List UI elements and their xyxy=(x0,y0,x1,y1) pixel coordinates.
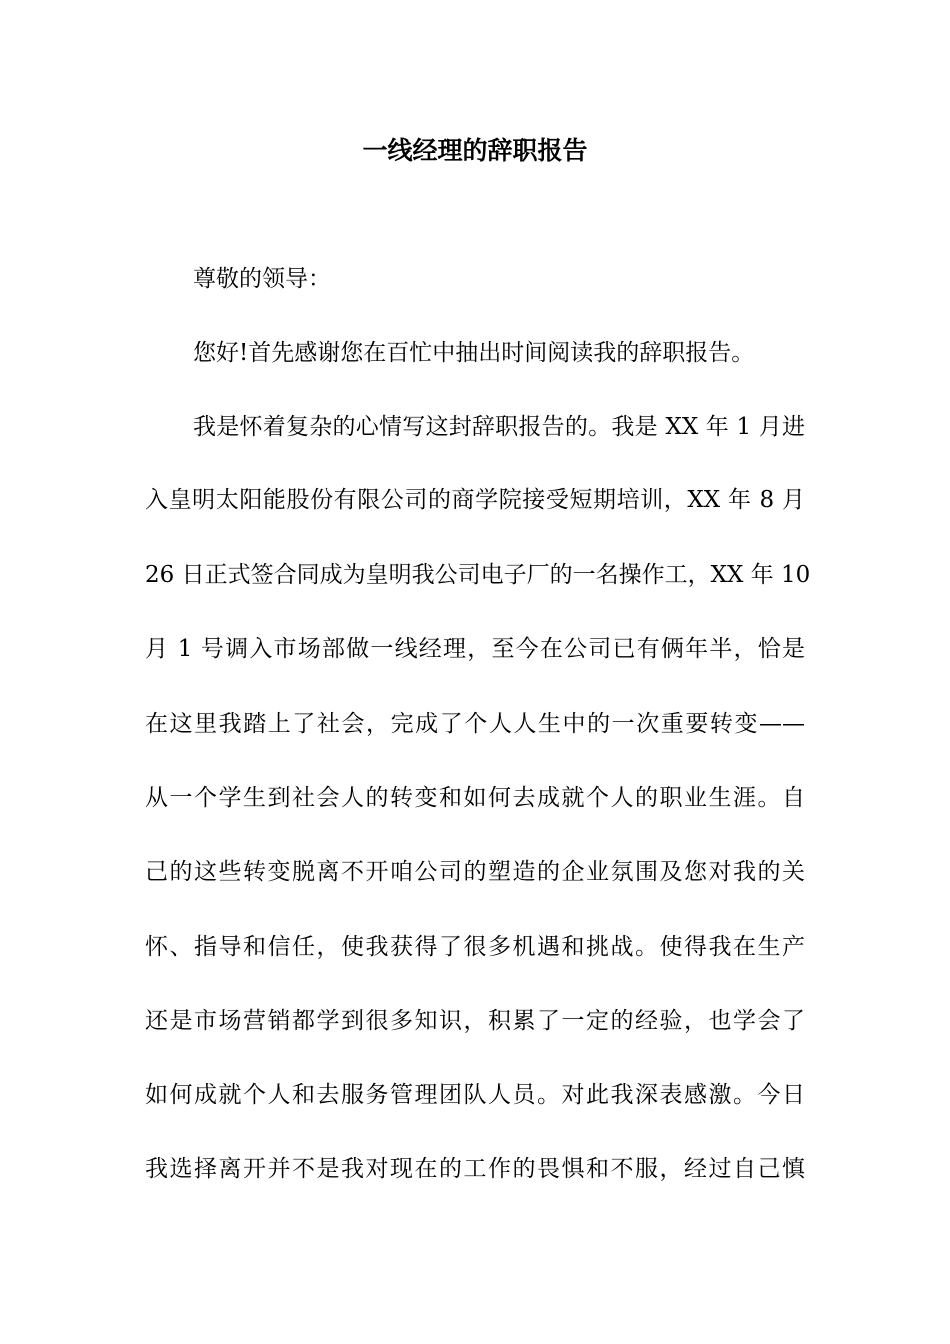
body-line: 我是怀着复杂的心情写这封辞职报告的。我是 XX 年 1 月进 xyxy=(193,414,805,440)
body-line: 月 1 号调入市场部做一线经理，至今在公司已有俩年半，恰是 xyxy=(145,636,805,662)
body-line: 己的这些转变脱离不开咱公司的塑造的企业氛围及您对我的关 xyxy=(145,859,805,885)
body-line: 还是市场营销都学到很多知识，积累了一定的经验，也学会了 xyxy=(145,1008,805,1034)
body-line: 26 日正式签合同成为皇明我公司电子厂的一名操作工，XX 年 10 xyxy=(145,562,811,588)
body-line: 我选择离开并不是我对现在的工作的畏惧和不服，经过自己慎 xyxy=(145,1156,805,1182)
body-line: 入皇明太阳能股份有限公司的商学院接受短期培训，XX 年 8 月 xyxy=(145,487,805,513)
body-line: 如何成就个人和去服务管理团队人员。对此我深表感激。今日 xyxy=(145,1082,805,1108)
body-line: 怀、指导和信任，使我获得了很多机遇和挑战。使得我在生产 xyxy=(145,934,805,960)
salutation: 尊敬的领导： xyxy=(193,266,331,292)
document-title: 一线经理的辞职报告 xyxy=(362,136,588,165)
greeting-paragraph: 您好!首先感谢您在百忙中抽出时间阅读我的辞职报告。 xyxy=(193,340,755,366)
body-line: 在这里我踏上了社会，完成了个人人生中的一次重要转变—— xyxy=(145,711,805,737)
body-line: 从一个学生到社会人的转变和如何去成就个人的职业生涯。自 xyxy=(145,785,805,811)
